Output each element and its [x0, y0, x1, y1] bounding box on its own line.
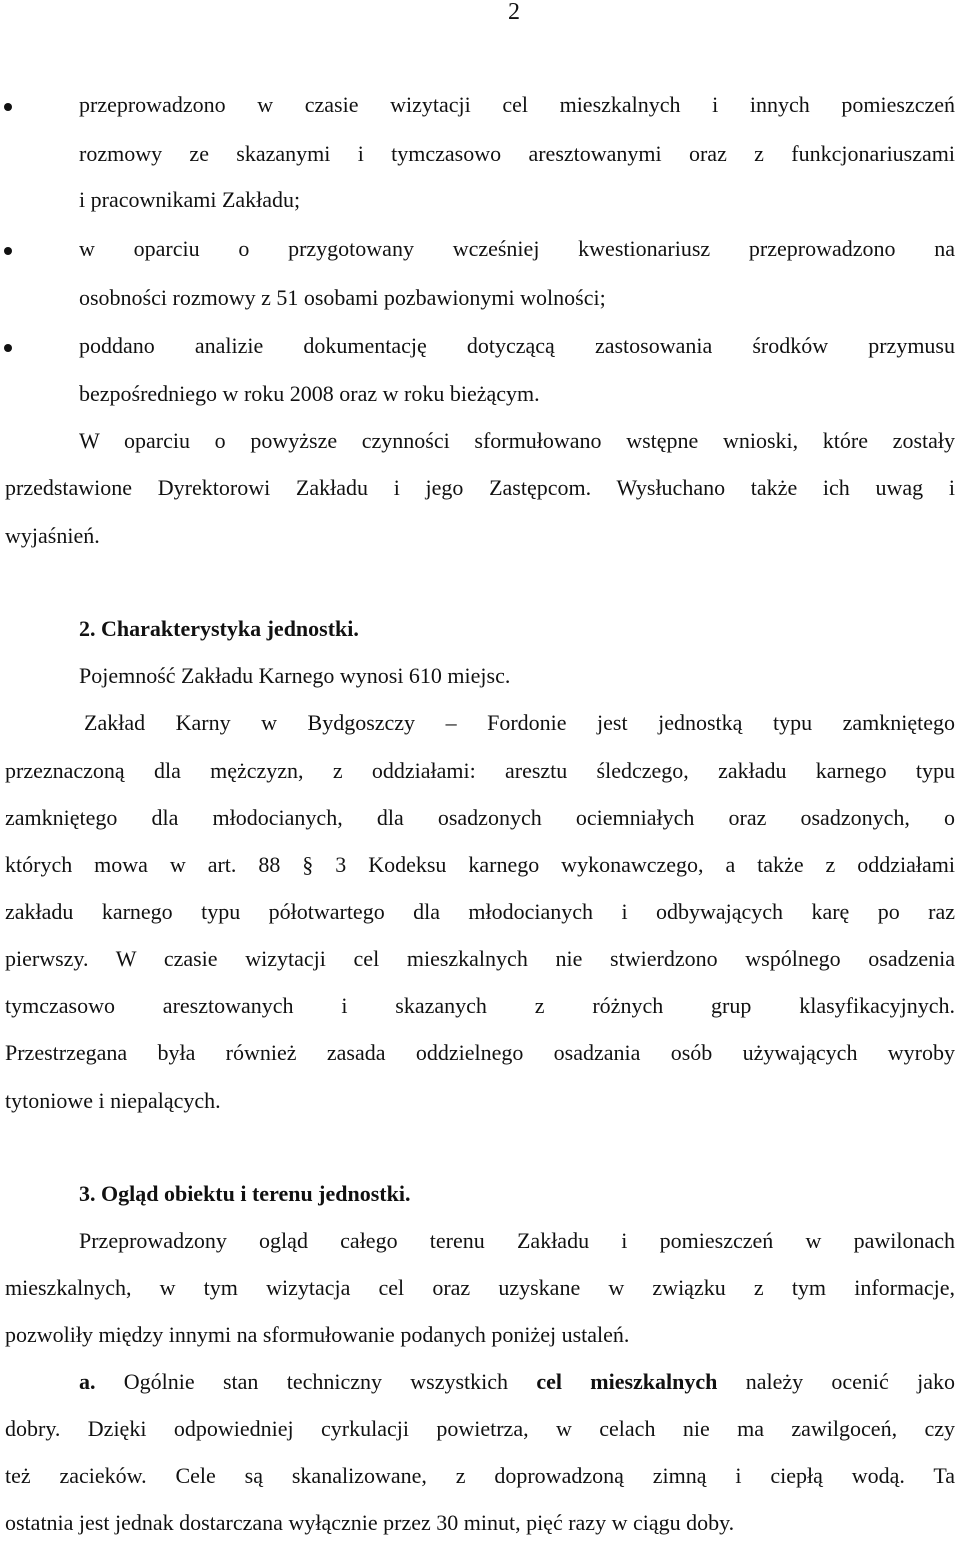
section-2-line-9: tytoniowe i niepalących.: [5, 1088, 221, 1113]
point-a-label: a.: [79, 1369, 96, 1394]
point-a-bold-text: cel mieszkalnych: [536, 1369, 718, 1394]
bullet-3-line-2: bezpośredniego w roku 2008 oraz w roku bieżącym.: [79, 381, 540, 406]
bullet-marker: [4, 247, 12, 255]
section-3-line-1: Przeprowadzony ogląd całego terenu Zakładu i pomieszczeń w pawilonach: [79, 1228, 955, 1253]
section-3-line-2: mieszkalnych, w tym wizytacja cel oraz uzyskane w związku z tym informacje,: [5, 1275, 955, 1300]
section-2-line-2: przeznaczoną dla mężczyzn, z oddziałami: aresztu śledczego, zakładu karnego typu: [5, 758, 955, 783]
bullet-2-line-2: osobności rozmowy z 51 osobami pozbawionymi wolności;: [79, 285, 606, 310]
point-a-line-3: też zacieków. Cele są skanalizowane, z doprowadzoną zimną i ciepłą wodą. Ta: [5, 1463, 955, 1488]
section-2-line-4: których mowa w art. 88 § 3 Kodeksu karnego wykonawczego, a także z oddziałami: [5, 852, 955, 877]
section-2-line-5: zakładu karnego typu półotwartego dla młodocianych i odbywających karę po raz: [5, 899, 955, 924]
point-a-first-line: [79, 1368, 955, 1396]
section-2-line-8: Przestrzegana była również zasada oddzielnego osadzania osób używających wyroby: [5, 1040, 955, 1065]
section-3-heading: 3. Ogląd obiektu i terenu jednostki.: [79, 1181, 411, 1206]
section-2-line-7: tymczasowo aresztowanych i skazanych z różnych grup klasyfikacyjnych.: [5, 993, 955, 1018]
section-2-heading: 2. Charakterystyka jednostki.: [79, 616, 359, 641]
capacity-text: Pojemność Zakładu Karnego wynosi 610 miejsc.: [79, 663, 511, 688]
bullet-1-line-2: rozmowy ze skazanymi i tymczasowo aresztowanymi oraz z funkcjonariuszami: [79, 141, 955, 166]
section-2-line-1: Zakład Karny w Bydgoszczy – Fordonie jest jednostką typu zamkniętego: [84, 710, 955, 735]
point-a-line-4: ostatnia jest jednak dostarczana wyłącznie przez 30 minut, pięć razy w ciągu doby.: [5, 1510, 735, 1535]
bullet-2-line-1: w oparciu o przygotowany wcześniej kwestionariusz przeprowadzono na: [79, 236, 955, 261]
summary-line-1: W oparciu o powyższe czynności sformułowano wstępne wnioski, które zostały: [79, 428, 955, 453]
point-a-line-2: dobry. Dzięki odpowiedniej cyrkulacji powietrza, w celach nie ma zawilgoceń, czy: [5, 1416, 955, 1441]
summary-line-2: przedstawione Dyrektorowi Zakładu i jego Zastępcom. Wysłuchano także ich uwag i: [5, 475, 955, 500]
bullet-3-line-1: poddano analizie dokumentację dotyczącą zastosowania środków przymusu: [79, 333, 955, 358]
page-number: 2: [508, 0, 520, 25]
bullet-marker: [4, 103, 12, 111]
point-a-text-before: Ogólnie stan techniczny wszystkich: [123, 1369, 509, 1394]
bullet-1-line-1: przeprowadzono w czasie wizytacji cel mieszkalnych i innych pomieszczeń: [79, 92, 955, 117]
bullet-1-line-3: i pracownikami Zakładu;: [79, 187, 301, 212]
summary-line-3: wyjaśnień.: [5, 523, 100, 548]
section-2-line-3: zamkniętego dla młodocianych, dla osadzonych ociemniałych oraz osadzonych, o: [5, 805, 955, 830]
section-3-line-3: pozwoliły między innymi na sformułowanie podanych poniżej ustaleń.: [5, 1322, 630, 1347]
bullet-marker: [4, 344, 12, 352]
point-a-text-after: należy ocenić jako: [745, 1369, 955, 1394]
section-2-line-6: pierwszy. W czasie wizytacji cel mieszkalnych nie stwierdzono wspólnego osadzenia: [5, 946, 955, 971]
